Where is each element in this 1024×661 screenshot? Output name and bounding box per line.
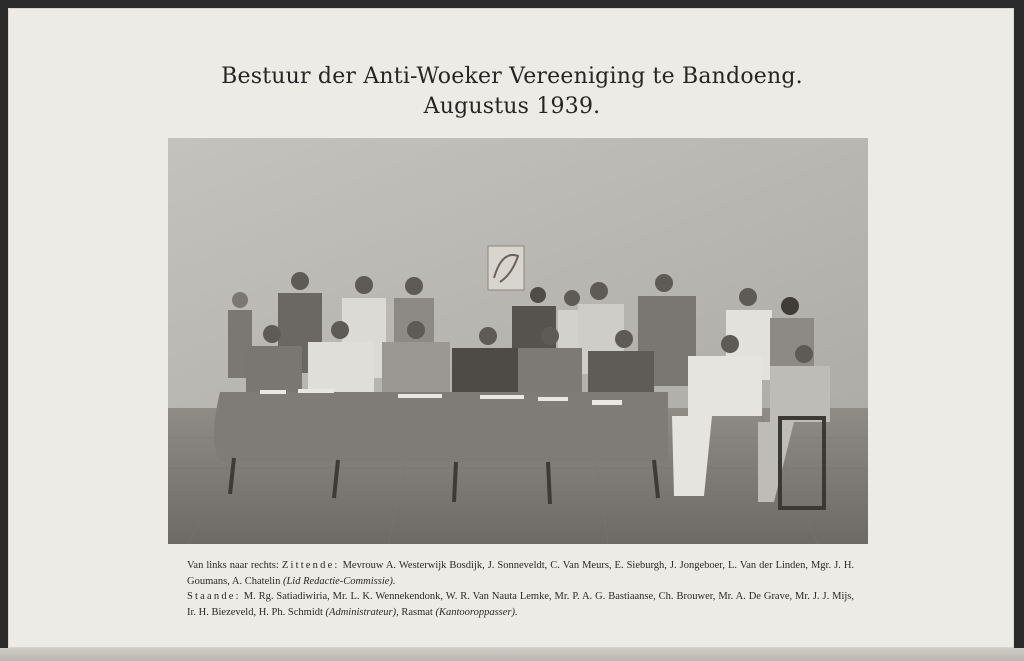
caption-intro: Van links naar rechts: [187,560,279,571]
group-photograph [168,138,868,544]
page-title: Bestuur der Anti-Woeker Vereeniging te Bandoeng. [221,64,803,89]
caption-seated-note: (Lid Redactie-Commissie). [282,575,396,587]
photo-caption [187,558,854,620]
page-subtitle-date: Augustus 1939. [423,94,601,119]
wall-picture [488,246,524,290]
caption-standing-names: M. Rg. Satiadiwiria, Mr. L. K. Wennekendonk, W. R. Van Nauta Lemke, Mr. P. A. G. Bastiaanse, Ch. Brouwer, Mr. A. De Grave, Mr. J. J. Mijs, Ir. H. Biezeveld, H. Ph. Schmidt [187,591,854,618]
caption-standing-note-office: (Kantooroppasser). [435,606,518,618]
photo-illustration [168,138,868,544]
caption-seated-names: Mevrouw A. Westerwijk Bosdijk, J. Sonneveldt, C. Van Meurs, E. Sieburgh, J. Jongeboer, L. Van der Linden, Mgr. J. H. Goumans, A. Chatelin [187,560,855,587]
caption-standing-label: Staande: [187,591,241,602]
caption-standing-note-administrator: (Administrateur), [325,606,399,618]
page-edge [0,648,1024,661]
caption-seated-label: Zittende: [281,560,340,571]
caption-standing-tail: Rasmat [401,606,433,618]
